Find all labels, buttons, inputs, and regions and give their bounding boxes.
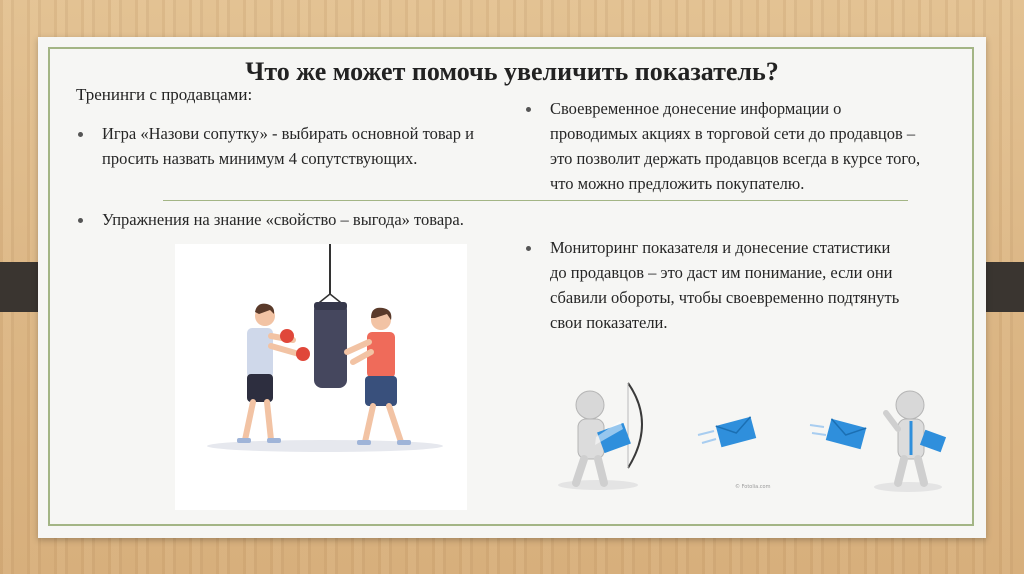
- bullet-dot: [526, 107, 531, 112]
- left-bullet-1-text: Игра «Назови сопутку» - выбирать основной товар и просить назвать минимум 4 сопутствующих.: [102, 124, 474, 168]
- slide: [38, 37, 986, 538]
- image-credit: © Fotolia.com: [735, 484, 771, 490]
- envelope-icon: [698, 417, 756, 448]
- left-bullet-2-text: Упражнения на знание «свойство – выгода» товара.: [102, 210, 464, 229]
- right-bullet-1: [524, 96, 924, 196]
- bullet-dot: [78, 218, 83, 223]
- left-bullet-1: [76, 121, 476, 171]
- divider-line: [163, 200, 908, 201]
- right-bullet-1-text: Своевременное донесение информации о проводимых акциях в торговой сети до продавцов – это позволит держать продавцов всегда в курсе того, что можно предложить покупателю.: [550, 99, 921, 193]
- archer-figure-icon: [558, 383, 642, 490]
- bullet-dot: [78, 132, 83, 137]
- envelope-icon: [810, 419, 866, 450]
- slide-title: Что же может помочь увеличить показатель?: [245, 57, 779, 86]
- left-bullet-2: [76, 207, 496, 232]
- boxing-illustration-svg: [175, 244, 467, 510]
- right-bullet-2-text: Мониторинг показателя и донесение статистики до продавцов – это даст им понимание, если они сбавили обороты, чтобы своевременно подтянуть свои показатели.: [550, 238, 900, 332]
- bullet-dot: [526, 246, 531, 251]
- receiver-figure-icon: [874, 391, 946, 492]
- boxing-training-illustration: [175, 244, 467, 510]
- right-bullet-2: [524, 235, 904, 335]
- left-heading: Тренинги с продавцами:: [76, 85, 253, 104]
